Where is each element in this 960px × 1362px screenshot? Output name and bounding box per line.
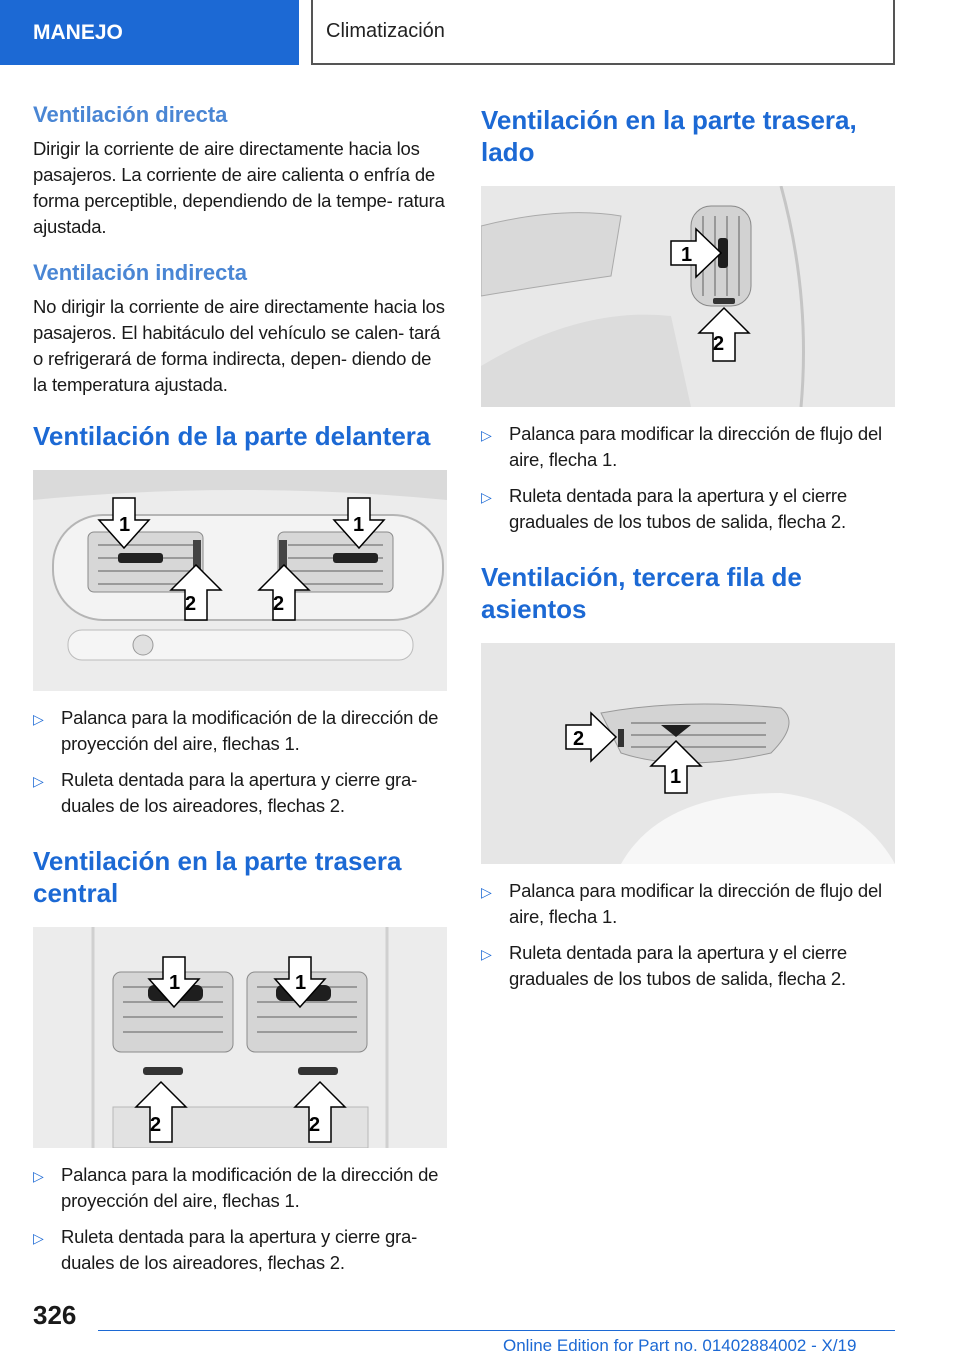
section-label: MANEJO bbox=[33, 20, 123, 44]
triangle-right-icon: ▷ bbox=[481, 884, 492, 900]
list-item-text: Ruleta dentada para la apertura y cierre gra‐ duales de los aireadores, flechas 2. bbox=[61, 769, 418, 816]
third-row-arrow-1-label: 1 bbox=[670, 766, 682, 788]
footer-divider bbox=[98, 1330, 895, 1331]
left-column bbox=[33, 100, 447, 1298]
triangle-right-icon: ▷ bbox=[481, 427, 492, 443]
list-item-text: Palanca para modificar la dirección de flujo del aire, flecha 1. bbox=[509, 880, 882, 927]
direct-ventilation-heading: Ventilación directa bbox=[33, 102, 228, 127]
list-item bbox=[33, 767, 447, 819]
page-number: 326 bbox=[33, 1300, 77, 1330]
chapter-title: Climatización bbox=[326, 20, 445, 42]
list-item-text: Ruleta dentada para la apertura y el cierre graduales de los tubos de salida, flecha 2. bbox=[509, 942, 847, 989]
rear-side-arrow-2-label: 2 bbox=[713, 333, 725, 355]
triangle-right-icon: ▷ bbox=[481, 946, 492, 962]
list-item bbox=[481, 878, 895, 930]
rear-center-arrow-1-left-label: 1 bbox=[169, 972, 181, 994]
rear-center-arrow-2-right-label: 2 bbox=[309, 1114, 321, 1136]
third-row-ventilation-list bbox=[481, 878, 895, 992]
front-arrow-1-right-label: 1 bbox=[353, 514, 365, 536]
rear-side-ventilation-heading: Ventilación en la parte trasera, lado bbox=[481, 105, 857, 167]
list-item bbox=[33, 705, 447, 757]
third-row-arrow-2-label: 2 bbox=[573, 728, 585, 750]
rear-side-arrow-1-label: 1 bbox=[681, 244, 693, 266]
indirect-ventilation-heading: Ventilación indirecta bbox=[33, 260, 247, 285]
rear-center-vents-figure bbox=[33, 927, 447, 1148]
list-item bbox=[481, 940, 895, 992]
list-item bbox=[33, 1224, 447, 1276]
list-item-text: Palanca para la modificación de la dirección de proyección del aire, flechas 1. bbox=[61, 1164, 439, 1211]
list-item-text: Ruleta dentada para la apertura y el cierre graduales de los tubos de salida, flecha 2. bbox=[509, 485, 847, 532]
chapter-title-box bbox=[311, 0, 895, 65]
list-item-text: Palanca para modificar la dirección de flujo del aire, flecha 1. bbox=[509, 423, 882, 470]
edition-footer: Online Edition for Part no. 01402884002 - X/19 bbox=[503, 1336, 857, 1355]
rear-side-vent-figure bbox=[481, 186, 895, 407]
chapter-tab bbox=[0, 0, 299, 65]
triangle-right-icon: ▷ bbox=[33, 1168, 44, 1184]
front-ventilation-list bbox=[33, 705, 447, 819]
list-item bbox=[481, 421, 895, 473]
front-arrow-2-left-label: 2 bbox=[185, 593, 197, 615]
third-row-ventilation-heading: Ventilación, tercera fila de asientos bbox=[481, 562, 802, 624]
triangle-right-icon: ▷ bbox=[33, 711, 44, 727]
front-vents-figure bbox=[33, 470, 447, 691]
rear-center-ventilation-list bbox=[33, 1162, 447, 1276]
rear-side-ventilation-list bbox=[481, 421, 895, 535]
list-item-text: Palanca para la modificación de la dirección de proyección del aire, flechas 1. bbox=[61, 707, 439, 754]
rear-center-ventilation-heading: Ventilación en la parte trasera central bbox=[33, 846, 402, 908]
right-column bbox=[481, 100, 895, 1014]
rear-center-arrow-1-right-label: 1 bbox=[295, 972, 307, 994]
front-arrow-1-left-label: 1 bbox=[119, 514, 131, 536]
third-row-vent-figure bbox=[481, 643, 895, 864]
direct-ventilation-text: Dirigir la corriente de aire directamente hacia los pasajeros. La corriente de aire calienta o enfría de forma perceptible, dependiendo de la tempe‐ ratura ajustada. bbox=[33, 138, 445, 237]
triangle-right-icon: ▷ bbox=[481, 489, 492, 505]
triangle-right-icon: ▷ bbox=[33, 773, 44, 789]
front-ventilation-heading: Ventilación de la parte delantera bbox=[33, 421, 431, 451]
triangle-right-icon: ▷ bbox=[33, 1230, 44, 1246]
list-item bbox=[481, 483, 895, 535]
indirect-ventilation-text: No dirigir la corriente de aire directamente hacia los pasajeros. El habitáculo del vehículo se calen‐ tará o refrigerará de forma indirecta, depen‐ diendo de la temperatura ajustada. bbox=[33, 296, 445, 395]
front-arrow-2-right-label: 2 bbox=[273, 593, 285, 615]
rear-center-arrow-2-left-label: 2 bbox=[150, 1114, 162, 1136]
list-item bbox=[33, 1162, 447, 1214]
list-item-text: Ruleta dentada para la apertura y cierre gra‐ duales de los aireadores, flechas 2. bbox=[61, 1226, 418, 1273]
